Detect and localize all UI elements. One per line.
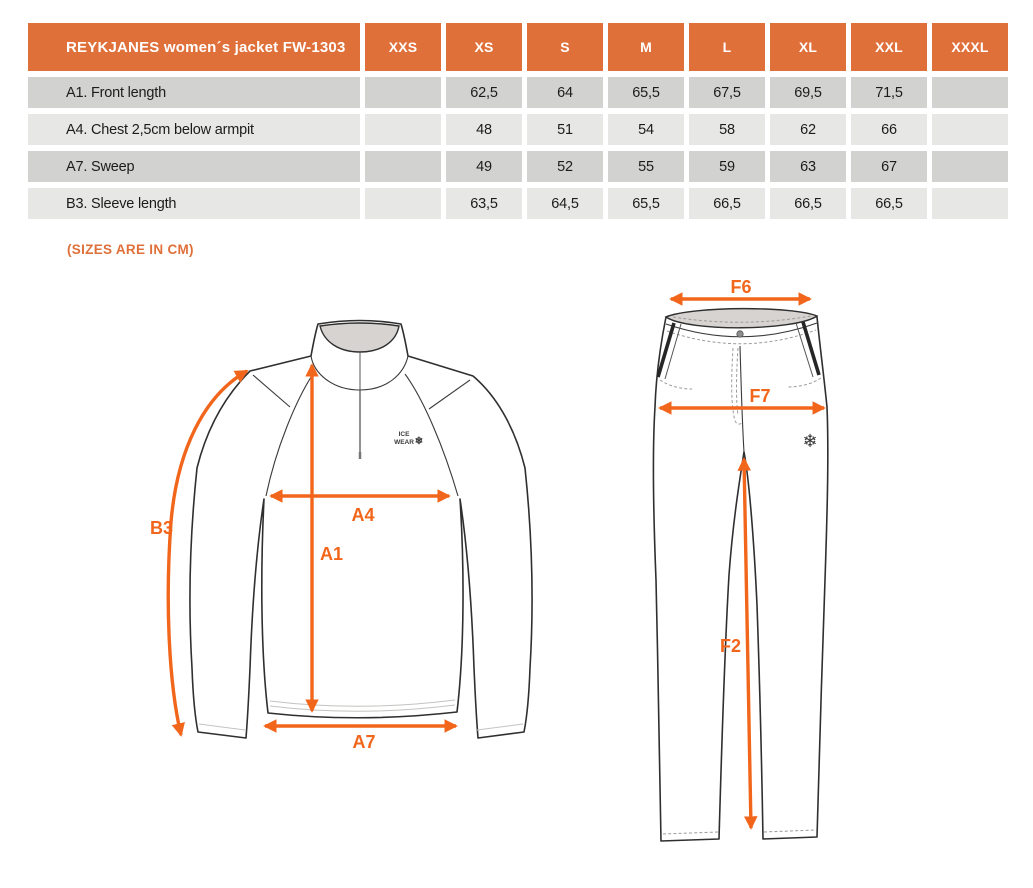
size-table-header-row <box>28 23 1008 71</box>
value-cell: 49 <box>446 151 522 182</box>
row-label: B3. Sleeve length <box>28 188 360 219</box>
row-label: A4. Chest 2,5cm below armpit <box>28 114 360 145</box>
row-label: A7. Sweep <box>28 151 360 182</box>
value-cell: 69,5 <box>770 77 846 108</box>
table-row-chest <box>28 114 1008 145</box>
size-table <box>23 17 1013 225</box>
value-cell: 59 <box>689 151 765 182</box>
a4-label: A4 <box>351 505 375 525</box>
value-cell: 58 <box>689 114 765 145</box>
value-cell: 66,5 <box>770 188 846 219</box>
table-row-sleeve-length <box>28 188 1008 219</box>
value-cell: 55 <box>608 151 684 182</box>
pants-snowflake-logo-icon: ❄ <box>802 431 818 451</box>
value-cell: 65,5 <box>608 188 684 219</box>
f7-label: F7 <box>749 386 771 406</box>
jacket-logo-line2: WEAR <box>394 439 414 446</box>
jacket-logo-line1: ICE <box>398 431 410 438</box>
value-cell: 48 <box>446 114 522 145</box>
pants-drawing <box>653 277 827 841</box>
value-cell: 63 <box>770 151 846 182</box>
size-column-header-s: S <box>527 23 603 71</box>
value-cell: 64 <box>527 77 603 108</box>
value-cell <box>365 77 441 108</box>
table-row-sweep <box>28 151 1008 182</box>
value-cell <box>932 77 1008 108</box>
sizes-unit-note: (SIZES ARE IN CM) <box>67 242 194 257</box>
value-cell: 66,5 <box>689 188 765 219</box>
value-cell <box>365 114 441 145</box>
value-cell <box>932 188 1008 219</box>
value-cell: 67,5 <box>689 77 765 108</box>
jacket-silhouette <box>190 321 532 739</box>
f2-label: F2 <box>719 636 741 656</box>
value-cell: 52 <box>527 151 603 182</box>
size-column-header-m: M <box>608 23 684 71</box>
f2-inseam-arrow <box>744 459 751 828</box>
size-column-header-xxxl: XXXL <box>932 23 1008 71</box>
b3-label: B3 <box>150 518 174 538</box>
table-title: REYKJANES women´s jacket FW-1303 <box>28 23 360 71</box>
jacket-logo-snowflake-icon: ❄ <box>414 436 424 447</box>
value-cell: 63,5 <box>446 188 522 219</box>
value-cell: 62,5 <box>446 77 522 108</box>
value-cell: 51 <box>527 114 603 145</box>
size-column-header-xs: XS <box>446 23 522 71</box>
measurement-diagram <box>0 270 1033 888</box>
value-cell <box>365 188 441 219</box>
value-cell: 71,5 <box>851 77 927 108</box>
row-label: A1. Front length <box>28 77 360 108</box>
f6-label: F6 <box>730 277 752 297</box>
a7-label: A7 <box>352 732 376 752</box>
pants-silhouette <box>653 310 827 842</box>
value-cell <box>932 151 1008 182</box>
jacket-drawing <box>150 321 532 753</box>
size-column-header-xxs: XXS <box>365 23 441 71</box>
value-cell: 66 <box>851 114 927 145</box>
a1-label: A1 <box>320 544 344 564</box>
value-cell <box>365 151 441 182</box>
size-column-header-l: L <box>689 23 765 71</box>
size-column-header-xl: XL <box>770 23 846 71</box>
value-cell: 64,5 <box>527 188 603 219</box>
value-cell: 67 <box>851 151 927 182</box>
value-cell <box>932 114 1008 145</box>
value-cell: 66,5 <box>851 188 927 219</box>
table-row-front-length <box>28 77 1008 108</box>
value-cell: 54 <box>608 114 684 145</box>
value-cell: 65,5 <box>608 77 684 108</box>
value-cell: 62 <box>770 114 846 145</box>
pants-button <box>737 331 743 337</box>
size-column-header-xxl: XXL <box>851 23 927 71</box>
